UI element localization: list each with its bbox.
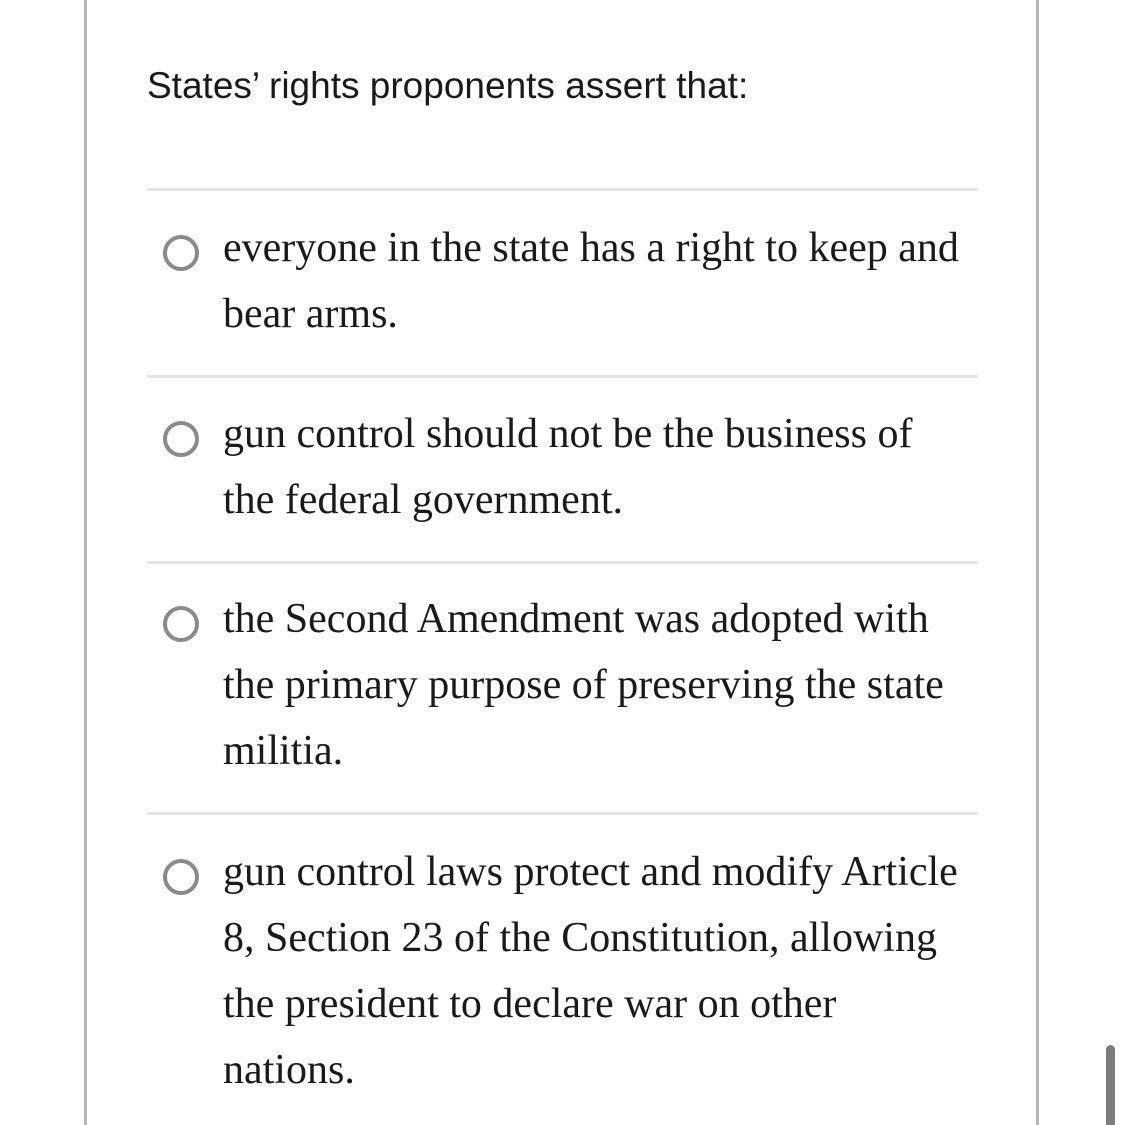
radio-button-icon[interactable]: [163, 606, 199, 642]
answer-option-label: everyone in the state has a right to keep and bear arms.: [223, 225, 959, 337]
answer-option-label: gun control laws protect and modify Article 8, Section 23 of the Constitution, allowing the president to declare war on other nations.: [223, 849, 958, 1093]
divider: [147, 375, 978, 378]
radio-button-icon[interactable]: [163, 235, 199, 271]
answer-option-1[interactable]: [147, 215, 978, 375]
divider: [147, 188, 978, 191]
answer-option-2[interactable]: [147, 401, 978, 561]
answer-option-label: gun control should not be the business of the federal government.: [223, 411, 913, 523]
scrollbar-thumb[interactable]: [1106, 1045, 1115, 1125]
answer-option-4[interactable]: [147, 839, 978, 1103]
radio-button-icon[interactable]: [163, 421, 199, 457]
radio-button-icon[interactable]: [163, 859, 199, 895]
divider: [147, 561, 978, 564]
divider: [147, 812, 978, 815]
answer-option-label: the Second Amendment was adopted with the primary purpose of preserving the state militia.: [223, 596, 944, 774]
question-text: States’ rights proponents assert that:: [147, 65, 749, 106]
answer-option-3[interactable]: [147, 586, 978, 786]
